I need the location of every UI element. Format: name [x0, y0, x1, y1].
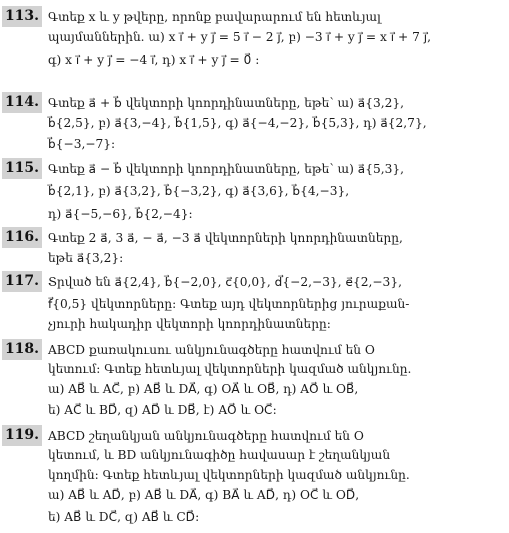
- problem-text-line: կետում: Գտեք հետևյալ վեկտորների կազմած անկյունը.: [48, 362, 412, 376]
- problem-number: 116.: [2, 227, 42, 248]
- problem-number: 118.: [2, 339, 42, 360]
- problem-text-line: b⃗{2,1}, բ) a⃗{3,2}, b⃗{−3,2}, գ) a⃗{3,6}, b⃗{4,−3},: [48, 184, 350, 198]
- problem-text-line: կողմին: Գտեք հետևյալ վեկտորների կազմած անկյունը.: [48, 468, 410, 482]
- problem-text-line: b⃗{−3,−7}:: [48, 137, 116, 151]
- problem-number: 119.: [2, 425, 42, 446]
- problem-text-line: ե) AB⃗ և DC⃗, զ) AB⃗ և CD⃗:: [48, 510, 200, 524]
- problem-text-line: b⃗{2,5}, բ) a⃗{3,−4}, b⃗{1,5}, գ) a⃗{−4,−2}, b⃗{5,3}, դ) a⃗{2,7},: [48, 116, 427, 130]
- problem-text-line: եթե a⃗{3,2}:: [48, 251, 124, 265]
- problem-text-line: ա) AB⃗ և AC⃗, բ) AB⃗ և DA⃗, գ) OA⃗ և OB⃗, դ) AO⃗ և OB⃗,: [48, 382, 359, 396]
- problem-text-line: Գտեք a⃗ + b⃗ վեկտորի կոորդինատները, եթե՝ ա) a⃗{3,2},: [48, 96, 404, 110]
- problem-text-line: կետում, և BD անկյունագիծը հավասար է շեղանկյան: [48, 448, 391, 462]
- problem-number: 113.: [2, 6, 42, 27]
- problem-text-line: ե) AC⃗ և BD⃗, զ) AD⃗ և DB⃗, է) AO⃗ և OC⃗:: [48, 403, 277, 417]
- problem-text-line: չյուրի հակադիր վեկտորի կոորդինատները:: [48, 317, 331, 331]
- problem-text-line: ABCD քառակուսու անկյունագծերը հատվում են O: [48, 343, 375, 357]
- problem-text-line: f⃗{0,5} վեկտորները: Գտեք այդ վեկտորներից յուրաքան-: [48, 297, 410, 311]
- problem-text-line: Գտեք a⃗ − b⃗ վեկտորի կոորդինատները, եթե՝ ա) a⃗{5,3},: [48, 162, 404, 176]
- problem-text-line: ա) AB⃗ և AD⃗, բ) AB⃗ և DA⃗, գ) BA⃗ և AD⃗, դ) OC⃗ և OD⃗,: [48, 488, 360, 502]
- problem-text-line: Գտեք x և y թվերը, որոնք բավարարում են հետևյալ: [48, 10, 381, 24]
- problem-text-line: ABCD շեղանկյան անկյունագծերը հատվում են O: [48, 429, 364, 443]
- problem-text-line: դ) a⃗{−5,−6}, b⃗{2,−4}:: [48, 207, 193, 221]
- problem-number: 114.: [2, 92, 42, 113]
- problem-text-line: գ) x i⃗ + y j⃗ = −4 i⃗, դ) x i⃗ + y j⃗ = 0⃗ :: [48, 53, 260, 67]
- problem-text-line: Տրված են a⃗{2,4}, b⃗{−2,0}, c⃗{0,0}, d⃗{−2,−3}, e⃗{2,−3},: [48, 275, 402, 289]
- problem-text-line: Գտեք 2 a⃗, 3 a⃗, − a⃗, −3 a⃗ վեկտորների կոորդինատները,: [48, 231, 403, 245]
- problem-number: 115.: [2, 158, 42, 179]
- problem-number: 117.: [2, 271, 42, 292]
- problem-text-line: պայմաններին. ա) x i⃗ + y j⃗ = 5 i⃗ − 2 j⃗, բ) −3 i⃗ + y j⃗ = x i⃗ + 7 j⃗,: [48, 30, 431, 44]
